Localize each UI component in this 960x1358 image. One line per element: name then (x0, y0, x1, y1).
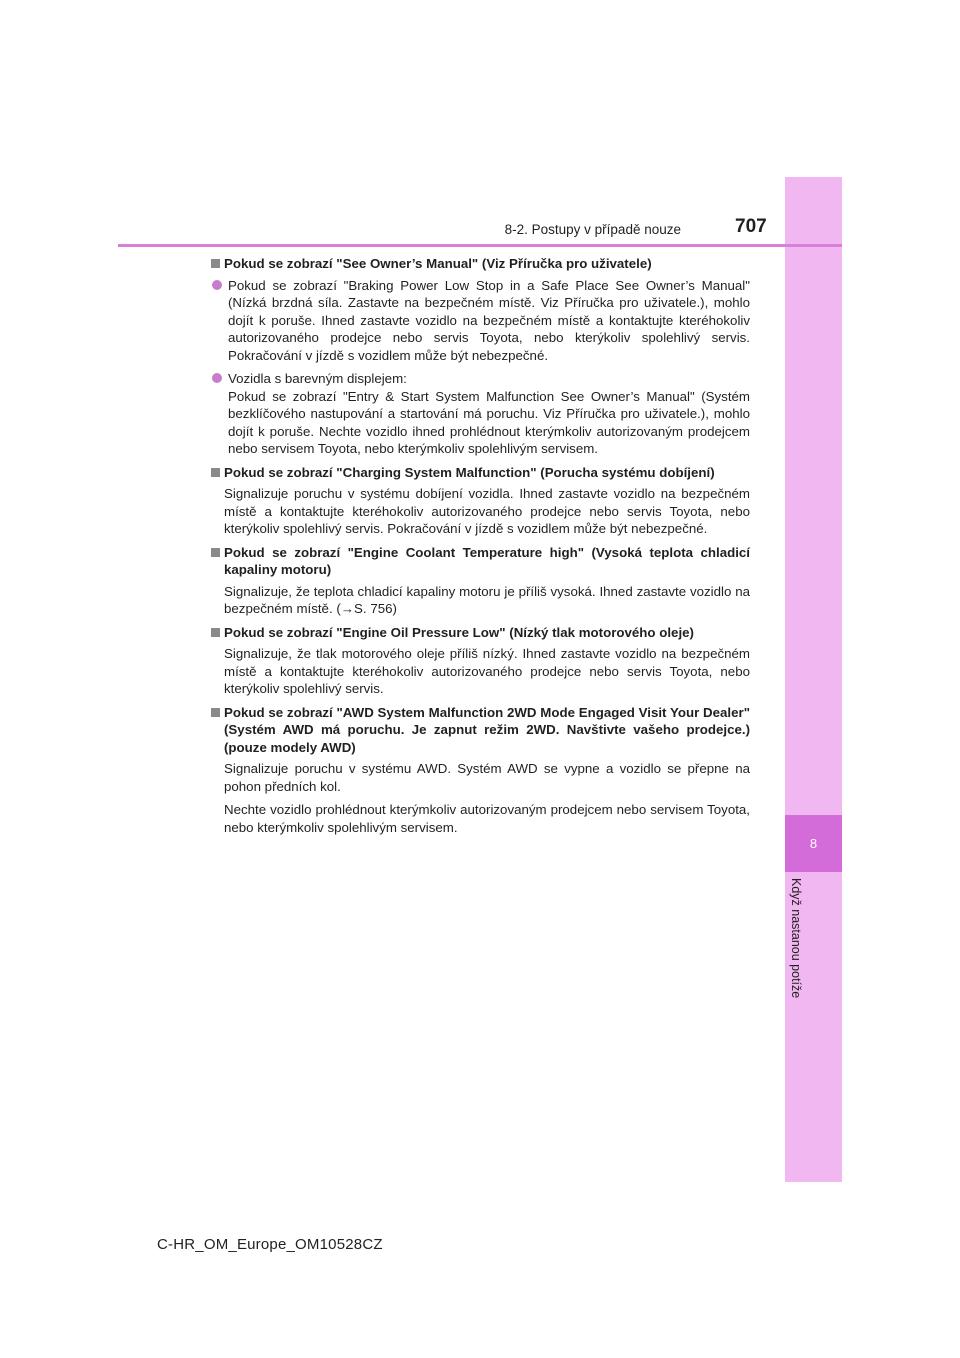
chapter-sidebar (785, 177, 842, 1182)
circle-bullet-icon (212, 373, 222, 383)
paragraph: Signalizuje, že teplota chladicí kapaliny motoru je příliš vysoká. Ihned zastavte vozidlo na bezpečném místě. (→S. 756) (224, 583, 750, 616)
document-code: C-HR_OM_Europe_OM10528CZ (157, 1236, 383, 1253)
chapter-title: Když nastanou potíže (789, 878, 803, 999)
square-bullet-icon (211, 259, 220, 268)
paragraph: Signalizuje, že tlak motorového oleje příliš nízký. Ihned zastavte vozidlo na bezpečném místě a kontaktujte kteréhokoliv autorizovaného prodejce nebo servis Toyota, nebo kterýkoliv spolehlivý servis. (224, 646, 750, 696)
section-heading (210, 464, 750, 482)
chapter-number-tab: 8 (785, 815, 842, 872)
square-bullet-icon (211, 628, 220, 637)
section-title: 8-2. Postupy v případě nouze (504, 222, 681, 237)
list-item-text: Pokud se zobrazí "Braking Power Low Stop in a Safe Place See Owner’s Manual" (Nízká brzdná síla. Zastavte na bezpečném místě. Viz Příručka pro uživatele.), mohlo dojít k poruše. Ihned zastavte vozidlo na bezpečném místě a kontaktujte kteréhokoliv autorizovaného prodejce nebo servis Toyota, nebo kterýkoliv spolehlivý servis. Pokračování v jízdě s vozidlem může být nebezpečné. (228, 277, 750, 363)
heading-text: Pokud se zobrazí "See Owner’s Manual" (Viz Příručka pro uživatele) (224, 256, 652, 271)
paragraph: Nechte vozidlo prohlédnout kterýmkoliv autorizovaným prodejcem nebo servisem Toyota, nebo kterýmkoliv spolehlivým servisem. (224, 802, 750, 835)
page-number: 707 (735, 216, 767, 237)
section-heading (210, 624, 750, 642)
heading-text: Pokud se zobrazí "Engine Coolant Temperature high" (Vysoká teplota chladicí kapaliny motoru) (224, 544, 750, 577)
square-bullet-icon (211, 468, 220, 477)
heading-text: Pokud se zobrazí "Charging System Malfunction" (Porucha systému dobíjení) (224, 464, 715, 480)
list-item (212, 370, 750, 458)
section-heading (210, 255, 750, 273)
list-item-text: Pokud se zobrazí "Entry & Start System Malfunction See Owner’s Manual" (Systém bezklíčového nastupování a startování má poruchu. Viz Příručka pro uživatele.), mohlo dojít k poruše. Nechte vozidlo ihned prohlédnout kterýmkoliv autorizovaným prodejcem nebo servisem Toyota, nebo kterýmkoliv spolehlivým servisem. (228, 388, 750, 456)
square-bullet-icon (211, 548, 220, 557)
section-heading (210, 704, 750, 757)
circle-bullet-icon (212, 280, 222, 290)
square-bullet-icon (211, 708, 220, 717)
paragraph: Signalizuje poruchu v systému AWD. Systém AWD se vypne a vozidlo se přepne na pohon předních kol. (224, 761, 750, 794)
list-item (212, 277, 750, 365)
page-content (210, 255, 750, 842)
heading-text: Pokud se zobrazí "AWD System Malfunction 2WD Mode Engaged Visit Your Dealer" (Systém AWD má poruchu. Je zapnut režim 2WD. Navštivte vašeho prodejce.) (pouze modely AWD) (224, 704, 750, 755)
section-heading (210, 544, 750, 579)
header-rule (118, 244, 842, 247)
list-item-text: Vozidla s barevným displejem: (228, 371, 407, 386)
paragraph: Signalizuje poruchu v systému dobíjení vozidla. Ihned zastavte vozidlo na bezpečném místě a kontaktujte kteréhokoliv autorizovaného prodejce nebo servis Toyota, nebo kterýkoliv spolehlivý servis. Pokračování v jízdě s vozidlem může být nebezpečné. (224, 486, 750, 536)
heading-text: Pokud se zobrazí "Engine Oil Pressure Low" (Nízký tlak motorového oleje) (224, 624, 694, 640)
